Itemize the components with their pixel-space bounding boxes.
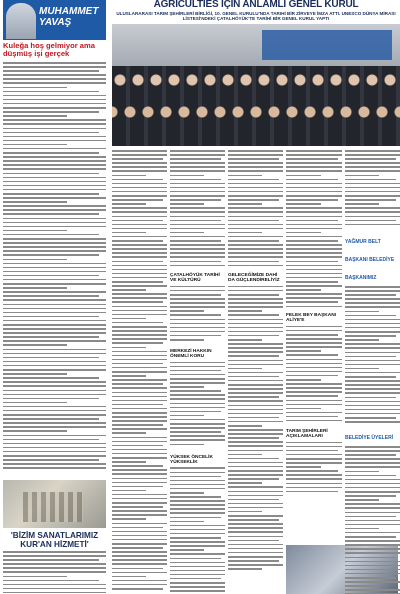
article-column-4 bbox=[286, 150, 342, 594]
author-photo bbox=[6, 3, 36, 39]
event-backdrop bbox=[262, 30, 392, 60]
bottom-left-body bbox=[3, 551, 106, 594]
group-photo bbox=[112, 24, 400, 146]
column-4-heading-2: TARIM ŞEHİRLERİ AÇIKLAMALARI bbox=[286, 428, 328, 440]
author-last-name: YAVAŞ bbox=[39, 17, 72, 28]
calligraphy-photo bbox=[3, 480, 106, 528]
left-article-title: Kuleğa hoş gelmiyor ama düşmüş işi gerçek bbox=[3, 41, 95, 58]
column-2-heading-2: MERKEZİ HAKKIN ÖNEMLİ KORU bbox=[170, 348, 212, 360]
column-2-heading-3: YÜKSEK ÖNCELİK YÜKSEKLİK bbox=[170, 454, 213, 466]
attendees-group bbox=[112, 66, 400, 146]
article-column-1 bbox=[112, 150, 167, 594]
article-column-5 bbox=[345, 150, 400, 594]
column-4-heading: FELEK BEY BAŞKANI ALİYE'E bbox=[286, 313, 337, 324]
column-3-heading: GELECEĞİMİZE DAHİ DA GÜÇLENDİRELİYİZ bbox=[228, 273, 280, 284]
author-box bbox=[3, 0, 106, 40]
bottom-left-title: 'BİZİM SANATLARIMIZ KUR'AN HİZMETİ' bbox=[10, 531, 99, 549]
author-name bbox=[39, 6, 105, 28]
column-5-heading-2: BELEDİYE ÜYELERİ bbox=[345, 435, 394, 441]
left-article-body bbox=[3, 62, 106, 474]
column-5-heading: YAĞMUR BELT BAŞKANI BELEDİYE BAŞKANIMIZ bbox=[345, 239, 395, 281]
left-column bbox=[3, 0, 106, 594]
author-first-name: MUHAMMET bbox=[39, 6, 99, 17]
subhead: ULUSLARARASI TARIM ŞEHİRLERİ BİRLİĞİ, 10. GENEL KURULU'NDA TARIHİ BİR ZİRVEYE İMZA ATTI. UNESCO DÜNYA MİRASI LİSTESİ'NDEKİ ÇATALHÖYÜK'TE TARİHİ BİR GENEL KURUL YAPTI bbox=[116, 11, 396, 22]
article-column-3 bbox=[228, 150, 283, 594]
headline: AGRICULTIES İÇİN ANLAMLI GENEL KURUL bbox=[153, 0, 359, 10]
column-2-heading: ÇATALHÖYÜK TARİHİ VE KÜLTÜRÜ bbox=[170, 273, 220, 284]
article-column-2 bbox=[170, 150, 225, 594]
